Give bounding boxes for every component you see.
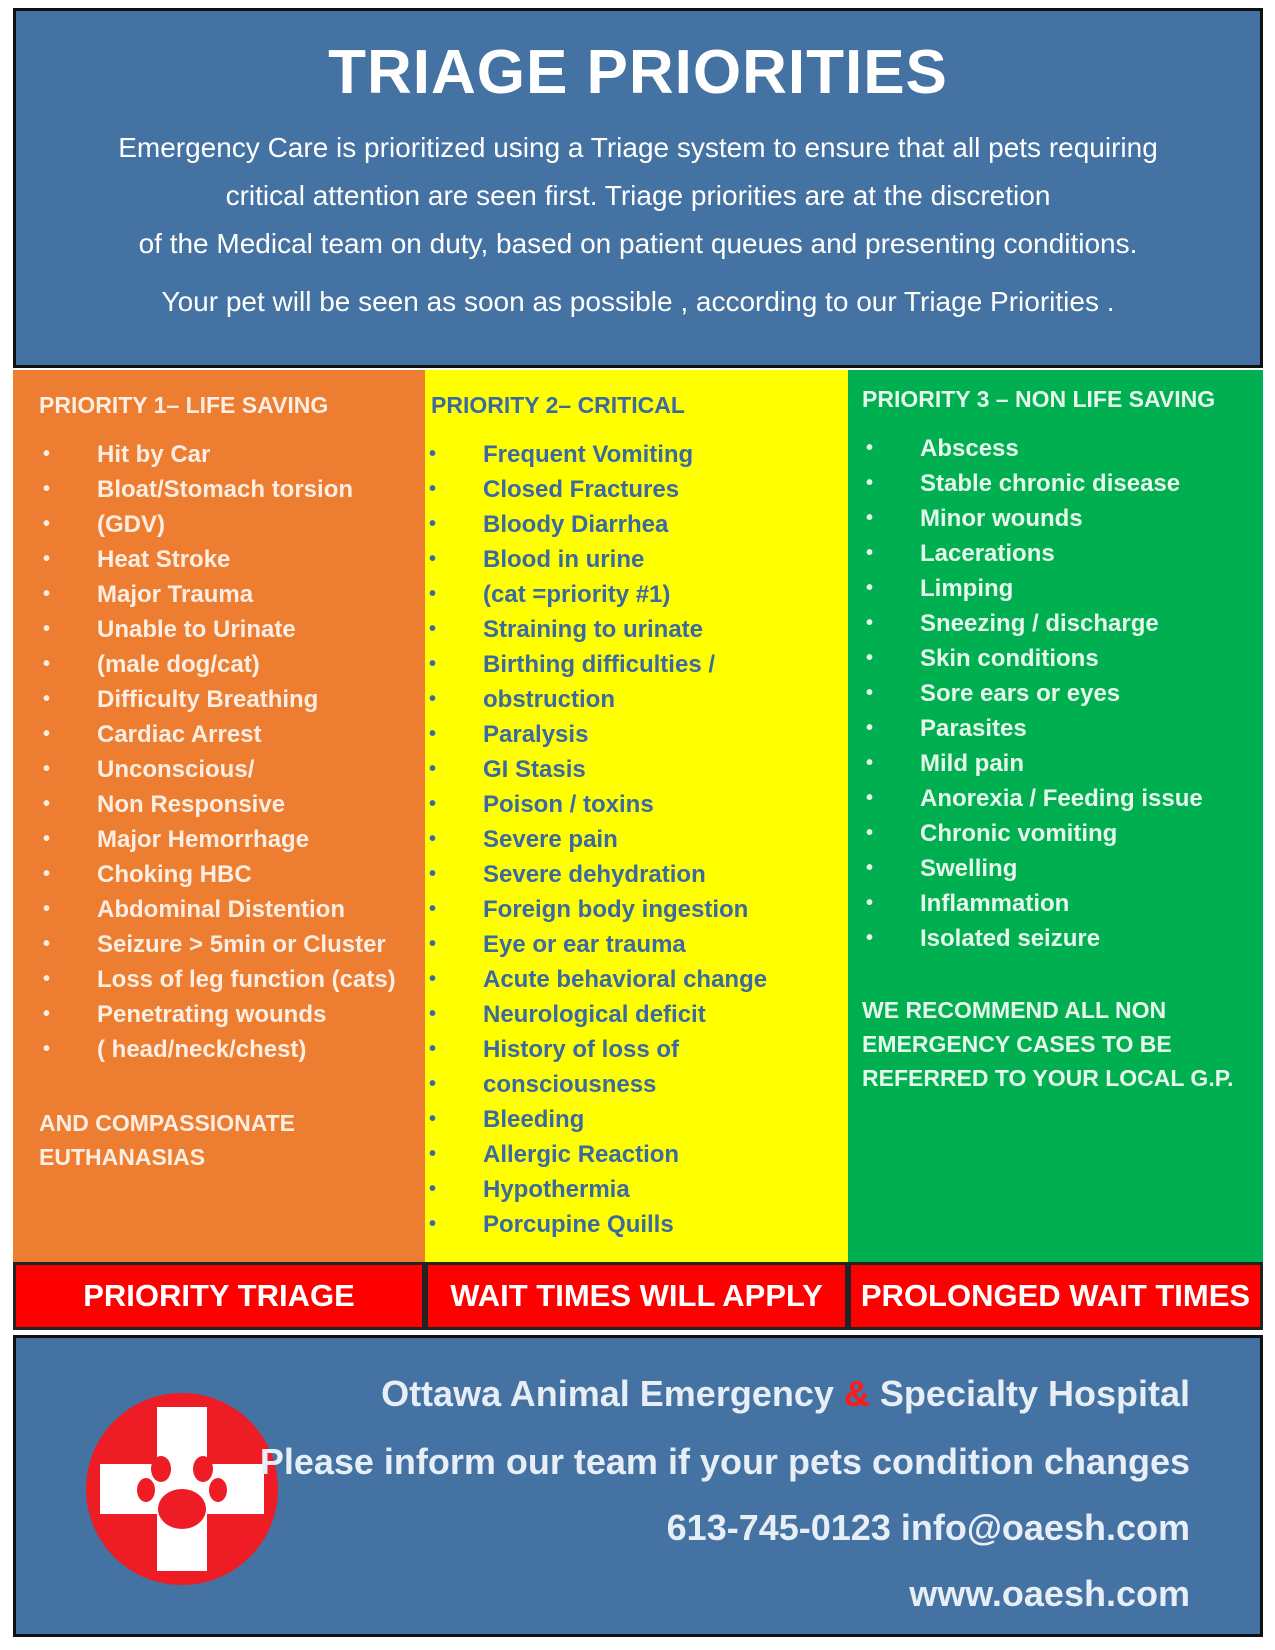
priority-2-heading: PRIORITY 2– CRITICAL xyxy=(431,392,685,418)
list-item-text: Difficulty Breathing xyxy=(97,686,319,713)
list-item xyxy=(425,1103,848,1136)
priority-3-list xyxy=(862,432,1263,955)
list-item xyxy=(425,858,848,891)
list-item xyxy=(862,712,1263,745)
list-item xyxy=(425,473,848,506)
footnote-line: EUTHANASIAS xyxy=(39,1144,206,1170)
priority-1-heading: PRIORITY 1– LIFE SAVING xyxy=(39,392,329,418)
priority-2-column xyxy=(425,370,848,1262)
list-item-text: Isolated seizure xyxy=(920,925,1101,952)
wait-times-bar: WAIT TIMES WILL APPLY xyxy=(425,1262,848,1330)
priority-2-list xyxy=(425,438,848,1241)
list-item xyxy=(39,613,425,646)
bullet-icon: • xyxy=(429,548,437,570)
list-item xyxy=(39,473,425,506)
list-item xyxy=(39,788,425,821)
bullet-icon: • xyxy=(429,653,437,675)
bullet-icon: • xyxy=(43,723,51,745)
list-item-text: GI Stasis xyxy=(483,756,586,783)
list-item-text: Chronic vomiting xyxy=(920,820,1118,847)
list-item-text: Porcupine Quills xyxy=(483,1211,674,1238)
bullet-icon: • xyxy=(429,1073,437,1095)
priority-1-list xyxy=(39,438,425,1066)
bullet-icon: • xyxy=(429,1003,437,1025)
list-item xyxy=(39,648,425,681)
list-item xyxy=(425,543,848,576)
bullet-icon: • xyxy=(866,577,874,599)
list-item-text: Blood in urine xyxy=(483,546,645,573)
list-item-text: Swelling xyxy=(920,855,1018,882)
list-item xyxy=(39,998,425,1031)
website-link[interactable]: www.oaesh.com xyxy=(909,1573,1190,1614)
bullet-icon: • xyxy=(429,898,437,920)
list-item xyxy=(425,718,848,751)
list-item-text: Choking HBC xyxy=(97,861,252,888)
list-item xyxy=(425,1173,848,1206)
bullet-icon: • xyxy=(43,968,51,990)
bullet-icon: • xyxy=(429,863,437,885)
list-item xyxy=(39,858,425,891)
list-item xyxy=(425,648,848,681)
list-item xyxy=(862,922,1263,955)
intro-line: Emergency Care is prioritized using a Triage system to ensure that all pets requiring xyxy=(118,132,1158,163)
bullet-icon: • xyxy=(43,863,51,885)
notice-text: Your pet will be seen as soon as possible , according to our Triage Priorities . xyxy=(161,286,1115,317)
list-item-text: Bloody Diarrhea xyxy=(483,511,669,538)
list-item xyxy=(862,747,1263,780)
list-item-text: Mild pain xyxy=(920,750,1024,777)
list-item-text: consciousness xyxy=(483,1071,657,1098)
list-item-text: ( head/neck/chest) xyxy=(97,1036,307,1063)
bullet-icon: • xyxy=(866,787,874,809)
list-item xyxy=(862,887,1263,920)
list-item xyxy=(425,963,848,996)
priority-3-column xyxy=(848,370,1263,1262)
bullet-icon: • xyxy=(43,793,51,815)
bullet-icon: • xyxy=(429,793,437,815)
list-item-text: Foreign body ingestion xyxy=(483,896,749,923)
list-item xyxy=(425,788,848,821)
intro-line: of the Medical team on duty, based on patient queues and presenting conditions. xyxy=(138,228,1138,259)
list-item xyxy=(39,718,425,751)
page-title: TRIAGE PRIORITIES xyxy=(328,38,948,107)
priority-1-column xyxy=(13,370,425,1262)
list-item-text: Heat Stroke xyxy=(97,546,231,573)
footnote-line: WE RECOMMEND ALL NON xyxy=(862,997,1167,1023)
bullet-icon: • xyxy=(43,933,51,955)
bullet-icon: • xyxy=(43,618,51,640)
bullet-icon: • xyxy=(866,472,874,494)
bullet-icon: • xyxy=(43,828,51,850)
list-item xyxy=(862,677,1263,710)
list-item-text: Penetrating wounds xyxy=(97,1001,327,1028)
list-item xyxy=(39,578,425,611)
list-item-text: Anorexia / Feeding issue xyxy=(920,785,1203,812)
list-item xyxy=(425,823,848,856)
footnote-line: REFERRED TO YOUR LOCAL G.P. xyxy=(862,1065,1234,1091)
header-panel xyxy=(13,8,1263,368)
list-item-text: Sore ears or eyes xyxy=(920,680,1121,707)
bullet-icon: • xyxy=(429,1178,437,1200)
list-item-text: Major Hemorrhage xyxy=(97,826,310,853)
bullet-icon: • xyxy=(43,583,51,605)
list-item-text: Limping xyxy=(920,575,1014,602)
bullet-icon: • xyxy=(429,478,437,500)
list-item xyxy=(425,928,848,961)
list-item-text: Skin conditions xyxy=(920,645,1099,672)
list-item-text: Neurological deficit xyxy=(483,1001,706,1028)
bullet-icon: • xyxy=(43,898,51,920)
bullet-icon: • xyxy=(866,857,874,879)
list-item-text: Frequent Vomiting xyxy=(483,441,694,468)
list-item xyxy=(862,432,1263,465)
list-item xyxy=(39,683,425,716)
list-item xyxy=(862,782,1263,815)
priority-triage-bar: PRIORITY TRIAGE xyxy=(13,1262,425,1330)
priority-3-footnote xyxy=(862,993,1263,1095)
list-item xyxy=(39,963,425,996)
bullet-icon: • xyxy=(429,1213,437,1235)
intro-text xyxy=(56,124,1220,268)
list-item xyxy=(39,753,425,786)
list-item xyxy=(425,683,848,716)
list-item-text: Seizure > 5min or Cluster xyxy=(97,931,386,958)
bullet-icon: • xyxy=(866,717,874,739)
intro-line: critical attention are seen first. Triage priorities are at the discretion xyxy=(225,180,1051,211)
list-item xyxy=(862,642,1263,675)
list-item-text: Poison / toxins xyxy=(483,791,654,818)
list-item-text: Paralysis xyxy=(483,721,589,748)
list-item xyxy=(425,1138,848,1171)
list-item-text: Bloat/Stomach torsion xyxy=(97,476,354,503)
footer-text xyxy=(260,1374,1190,1614)
list-item-text: Acute behavioral change xyxy=(483,966,768,993)
list-item xyxy=(425,438,848,471)
list-item-text: Unconscious/ xyxy=(97,756,255,783)
bullet-icon: • xyxy=(429,688,437,710)
bullet-icon: • xyxy=(429,618,437,640)
list-item xyxy=(862,502,1263,535)
list-item-text: Bleeding xyxy=(483,1106,585,1133)
bullet-icon: • xyxy=(43,478,51,500)
list-item xyxy=(425,753,848,786)
list-item xyxy=(862,607,1263,640)
bullet-icon: • xyxy=(866,542,874,564)
list-item-text: obstruction xyxy=(483,686,615,713)
list-item-text: Severe pain xyxy=(483,826,618,853)
list-item-text: History of loss of xyxy=(483,1036,680,1063)
bullet-icon: • xyxy=(866,682,874,704)
bullet-icon: • xyxy=(43,548,51,570)
bullet-icon: • xyxy=(429,1038,437,1060)
list-item-text: Lacerations xyxy=(920,540,1055,567)
list-item-text: Sneezing / discharge xyxy=(920,610,1159,637)
list-item xyxy=(425,1208,848,1241)
hospital-name xyxy=(260,1374,1190,1414)
list-item-text: Eye or ear trauma xyxy=(483,931,686,958)
list-item xyxy=(39,508,425,541)
bullet-icon: • xyxy=(43,443,51,465)
list-item-text: Non Responsive xyxy=(97,791,286,818)
list-item-text: Cardiac Arrest xyxy=(97,721,262,748)
list-item-text: Inflammation xyxy=(920,890,1070,917)
list-item-text: Closed Fractures xyxy=(483,476,680,503)
bullet-icon: • xyxy=(429,1108,437,1130)
bullet-icon: • xyxy=(43,758,51,780)
bullet-icon: • xyxy=(866,437,874,459)
bullet-icon: • xyxy=(43,653,51,675)
list-item xyxy=(425,613,848,646)
bullet-icon: • xyxy=(866,892,874,914)
bullet-icon: • xyxy=(429,828,437,850)
list-item-text: Stable chronic disease xyxy=(920,470,1181,497)
list-item xyxy=(862,572,1263,605)
list-item xyxy=(425,1068,848,1101)
list-item xyxy=(39,928,425,961)
list-item-text: Hit by Car xyxy=(97,441,211,468)
priority-3-heading: PRIORITY 3 – NON LIFE SAVING xyxy=(862,386,1216,412)
list-item xyxy=(39,1033,425,1066)
bullet-icon: • xyxy=(866,612,874,634)
bullet-icon: • xyxy=(429,583,437,605)
priority-1-footnote xyxy=(39,1106,425,1174)
list-item-text: (cat =priority #1) xyxy=(483,581,671,608)
list-item-text: (male dog/cat) xyxy=(97,651,260,678)
bullet-icon: • xyxy=(866,927,874,949)
list-item xyxy=(39,438,425,471)
list-item xyxy=(39,893,425,926)
list-item-text: Severe dehydration xyxy=(483,861,706,888)
hospital-name-part: Specialty Hospital xyxy=(869,1373,1190,1414)
contact-info[interactable]: 613-745-0123 info@oaesh.com xyxy=(666,1507,1190,1548)
list-item xyxy=(425,998,848,1031)
list-item xyxy=(425,1033,848,1066)
bullet-icon: • xyxy=(429,968,437,990)
inform-text: Please inform our team if your pets condition changes xyxy=(259,1441,1190,1482)
bullet-icon: • xyxy=(429,933,437,955)
list-item-text: (GDV) xyxy=(97,511,165,538)
bullet-icon: • xyxy=(429,513,437,535)
footnote-line: EMERGENCY CASES TO BE xyxy=(862,1031,1172,1057)
list-item xyxy=(39,823,425,856)
list-item-text: Abdominal Distention xyxy=(97,896,345,923)
bullet-icon: • xyxy=(866,507,874,529)
list-item-text: Abscess xyxy=(920,435,1019,462)
list-item xyxy=(425,578,848,611)
bullet-icon: • xyxy=(429,443,437,465)
list-item xyxy=(862,537,1263,570)
list-item-text: Minor wounds xyxy=(920,505,1083,532)
list-item xyxy=(862,467,1263,500)
hospital-name-part: Ottawa Animal Emergency xyxy=(381,1373,844,1414)
list-item-text: Parasites xyxy=(920,715,1027,742)
ampersand: & xyxy=(843,1373,870,1414)
bullet-icon: • xyxy=(866,752,874,774)
bullet-icon: • xyxy=(43,688,51,710)
bullet-icon: • xyxy=(429,723,437,745)
footer-panel xyxy=(13,1335,1263,1637)
list-item-text: Birthing difficulties / xyxy=(483,651,715,678)
list-item xyxy=(425,508,848,541)
list-item xyxy=(39,543,425,576)
list-item-text: Allergic Reaction xyxy=(483,1141,680,1168)
list-item xyxy=(862,852,1263,885)
prolonged-wait-bar: PROLONGED WAIT TIMES xyxy=(848,1262,1263,1330)
list-item xyxy=(425,893,848,926)
list-item-text: Loss of leg function (cats) xyxy=(97,966,396,993)
list-item-text: Hypothermia xyxy=(483,1176,630,1203)
bullet-icon: • xyxy=(43,1038,51,1060)
bullet-icon: • xyxy=(43,1003,51,1025)
bullet-icon: • xyxy=(429,758,437,780)
bullet-icon: • xyxy=(866,822,874,844)
bullet-icon: • xyxy=(866,647,874,669)
bullet-icon: • xyxy=(43,513,51,535)
list-item-text: Unable to Urinate xyxy=(97,616,296,643)
list-item xyxy=(862,817,1263,850)
footnote-line: AND COMPASSIONATE xyxy=(39,1110,295,1136)
list-item-text: Straining to urinate xyxy=(483,616,704,643)
list-item-text: Major Trauma xyxy=(97,581,254,608)
red-cross-paw-logo xyxy=(82,1389,282,1589)
bullet-icon: • xyxy=(429,1143,437,1165)
